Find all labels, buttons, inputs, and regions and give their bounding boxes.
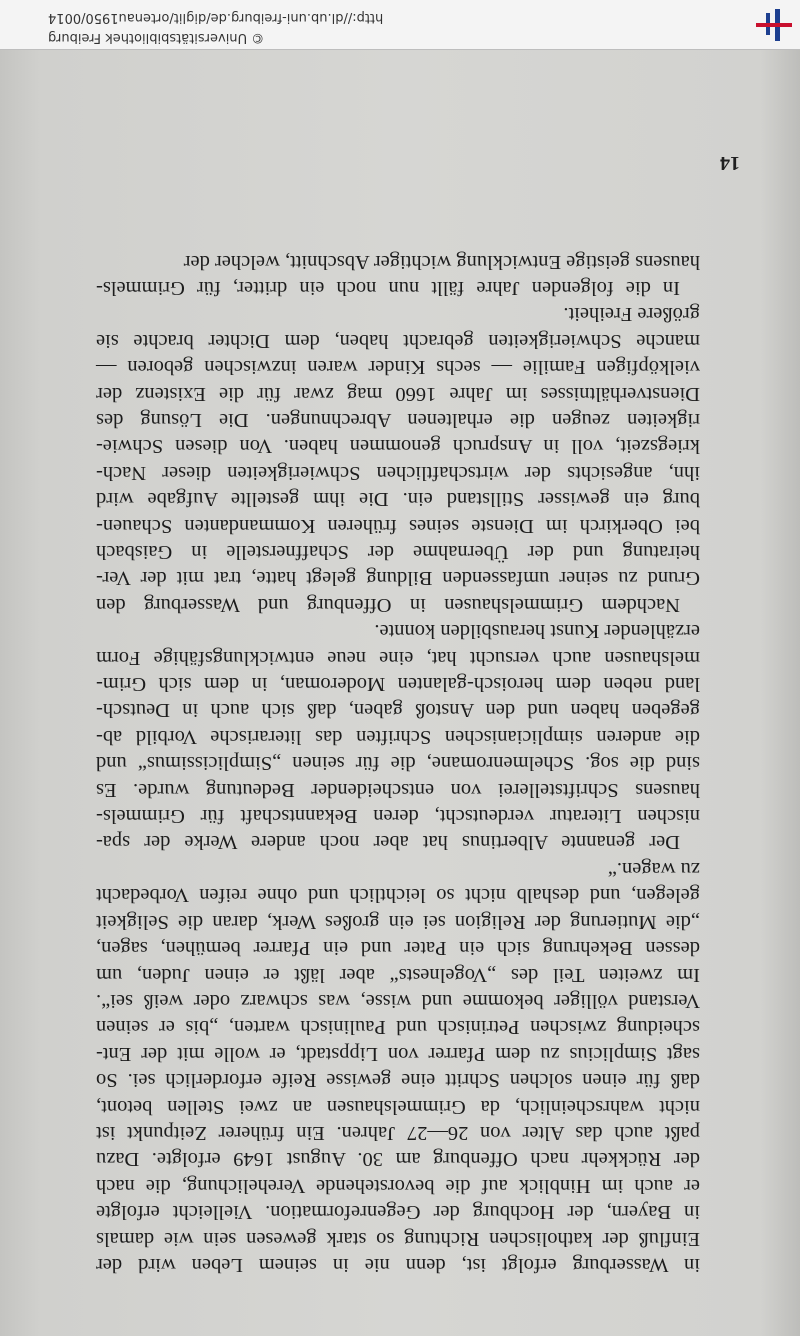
text-line: die anderen simplicianischen Schriften das literarische Vorbild ab-: [96, 725, 700, 748]
text-line: bei Oberkirch im Dienste seines früheren Kommandanten Schauen-: [96, 514, 700, 537]
text-line: der Rückkehr nach Offenburg am 30. August 1649 erfolgte. Dazu: [96, 1148, 700, 1171]
text-line: burg ein gewisser Stillstand ein. Die ihm gestellte Aufgabe wird: [96, 488, 700, 511]
text-line: größere Freiheit.: [563, 303, 700, 326]
text-line: gegeben haben und den Anstoß gaben, daß sich auch in Deutsch-: [96, 699, 700, 722]
text-line: melshausen auch versucht hat, eine neue entwicklungsfähige Form: [96, 646, 700, 669]
text-line: heiratung und der Übernahme der Schaffnerstelle in Gaisbach: [96, 541, 700, 564]
text-line: in Bayern, der Hochburg der Gegenreformation. Vielleicht erfolgte: [96, 1201, 700, 1224]
text-line: „die Mutierung der Religion sei ein großes Werk, daran die Seligkeit: [96, 910, 700, 933]
text-line: Verstand völliger bekomme und wisse, was schwarz oder weiß sei“.: [96, 989, 700, 1012]
logo-bar-red: [756, 23, 792, 27]
text-line: dessen Bekehrung sich ein Pater und ein Pfarrer bemühen, sagen,: [96, 937, 700, 960]
text-line: Im zweiten Teil des „Vogelnests“ aber läßt er einen Juden, um: [96, 963, 700, 986]
text-line: sind die sog. Schelmenromane, die für seinen „Simplicissimus“ und: [96, 752, 700, 775]
permalink-url[interactable]: http://dl.ub.uni-freiburg.de/diglit/ortenau1950/0014: [48, 10, 384, 25]
text-line: Grund zu seiner umfassenden Bildung gelegt hatte, trat mit der Ver-: [96, 567, 700, 590]
text-line: in Wasserburg erfolgt ist, denn nie in seinem Leben wird der: [96, 1254, 700, 1276]
text-line: daß für einen solchen Schritt eine gewisse Reife erforderlich sei. So: [96, 1069, 700, 1092]
page-number: 14: [720, 152, 740, 174]
text-line: nischen Literatur verdeutscht, deren Bekanntschaft für Grimmels-: [96, 805, 700, 828]
text-line: hausens Schriftstellerei von entscheidender Bedeutung wurde. Es: [96, 778, 700, 801]
text-line: Nachdem Grimmelshausen in Offenburg und Wasserburg den: [96, 593, 680, 616]
text-line: Dienstverhältnisses im Jahre 1660 mag zwar für die Existenz der: [96, 382, 700, 405]
text-line: zu wagen.“: [607, 857, 700, 880]
text-line: nicht wahrscheinlich, da Grimmelshausen an zwei Stellen betont,: [96, 1095, 700, 1118]
scanned-page: [0, 50, 800, 1336]
text-line: Der genannte Albertinus hat aber noch andere Werke der spa-: [96, 831, 680, 854]
text-line: vielköpfigen Familie — sechs Kinder waren inzwischen geboren —: [96, 356, 700, 379]
text-line: ihn, angesichts der wirtschaftlichen Schwierigkeiten dieser Nach-: [96, 461, 700, 484]
copyright-credit: © Universitätsbibliothek Freiburg: [48, 30, 265, 45]
text-line: land neben dem heroisch-galanten Moderoman, in dem sich Grim-: [96, 673, 700, 696]
text-line: In die folgenden Jahre fällt nun noch ein dritter, für Grimmels-: [96, 276, 680, 299]
text-line: kriegszeit, voll in Anspruch genommen haben. Von diesen Schwie-: [96, 435, 700, 458]
text-line: sagt Simplicius zu dem Pfarrer von Lippstadt, er wolle mit der Ent-: [96, 1042, 700, 1065]
text-line: rigkeiten zeugen die erhaltenen Abrechnungen. Die Lösung des: [96, 409, 700, 431]
text-line: hausens geistige Entwicklung wichtiger Abschnitt, welcher der: [183, 250, 700, 273]
text-line: paßt auch das Alter von 26—27 Jahren. Ein früherer Zeitpunkt ist: [96, 1121, 700, 1144]
text-line: er auch im Hinblick auf die bevorstehende Verehelichung, die nach: [96, 1174, 700, 1197]
text-line: scheidung zwischen Petrinisch und Paulinisch warten, „bis er seinen: [96, 1016, 700, 1039]
university-logo-icon: [754, 5, 794, 45]
page-body-text: [96, 248, 700, 1278]
text-line: erzählender Kunst herausbilden konnte.: [374, 620, 700, 643]
footer-bar: [0, 0, 800, 50]
text-line: Einfluß der katholischen Richtung so stark gewesen sein wie damals: [96, 1227, 700, 1250]
text-line: gelegen, und deshalb nicht so leichtlich und ohne reifen Vorbedacht: [96, 884, 700, 907]
text-line: manche Schwierigkeiten gebracht haben, dem Dichter brachte sie: [96, 329, 700, 352]
